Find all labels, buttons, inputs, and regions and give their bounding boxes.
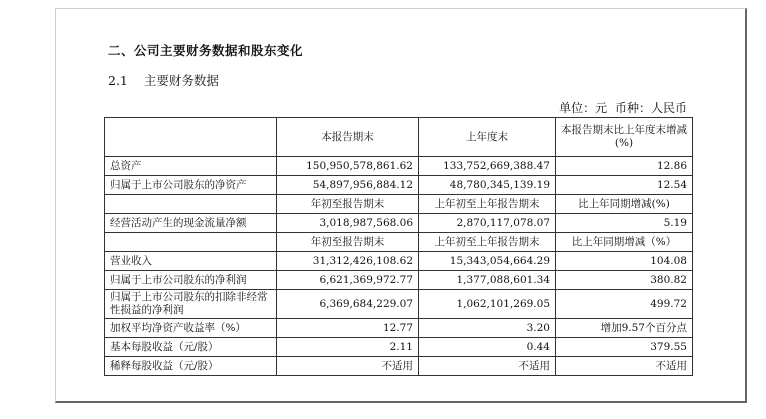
document-page: [55, 8, 747, 403]
table-cell: 12.77: [277, 319, 419, 338]
table-cell: 3,018,987,568.06: [277, 214, 419, 233]
subheader-cell: 年初至报告期末: [277, 233, 419, 252]
table-header-row: [105, 118, 693, 157]
row-label: 经营活动产生的现金流量净额: [105, 214, 277, 233]
table-cell: 5.19: [556, 214, 693, 233]
table-row: [105, 319, 693, 338]
unit-label: 单位：元: [559, 101, 608, 115]
currency-label: 币种：人民币: [614, 101, 687, 115]
unit-line: [555, 99, 687, 116]
table-row: [105, 176, 693, 195]
row-label: [105, 195, 277, 214]
table-cell: 1,377,088,601.34: [419, 271, 556, 290]
row-label: 归属于上市公司股东的净利润: [105, 271, 277, 290]
table-cell: 增加9.57个百分点: [556, 319, 693, 338]
table-cell: 不适用: [277, 357, 419, 376]
table-cell: 12.54: [556, 176, 693, 195]
table-cell: 2,870,117,078.07: [419, 214, 556, 233]
row-label: 归属于上市公司股东的扣除非经常性损益的净利润: [105, 290, 277, 319]
subsection-number: 2.1: [108, 73, 128, 88]
row-label: 营业收入: [105, 252, 277, 271]
table-row: [105, 338, 693, 357]
table-cell: 48,780,345,139.19: [419, 176, 556, 195]
table-cell: 6,621,369,972.77: [277, 271, 419, 290]
subsection-label: 主要财务数据: [143, 73, 219, 88]
section-title: 二、公司主要财务数据和股东变化: [108, 43, 304, 58]
table-row: [105, 271, 693, 290]
table-row: [105, 252, 693, 271]
table-cell: 6,369,684,229.07: [277, 290, 419, 319]
row-label: 基本每股收益（元/股）: [105, 338, 277, 357]
table-cell: 54,897,956,884.12: [277, 176, 419, 195]
header-cell-empty: [105, 118, 277, 157]
row-label: 归属于上市公司股东的净资产: [105, 176, 277, 195]
subheader-cell: 比上年同期增减(%): [556, 195, 693, 214]
row-label: 总资产: [105, 157, 277, 176]
row-label: 加权平均净资产收益率（%）: [105, 319, 277, 338]
table-cell: 15,343,054,664.29: [419, 252, 556, 271]
table-subheader-row: [105, 195, 693, 214]
table-cell: 380.82: [556, 271, 693, 290]
subheader-cell: 上年初至上年报告期末: [419, 195, 556, 214]
header-cell-prior-year-end: 上年度末: [419, 118, 556, 157]
header-cell-change-pct: 本报告期末比上年度末增减(%): [556, 118, 693, 157]
table-cell: 0.44: [419, 338, 556, 357]
table-subheader-row: [105, 233, 693, 252]
subheader-cell: 年初至报告期末: [277, 195, 419, 214]
table-cell: 2.11: [277, 338, 419, 357]
subsection-title: [108, 71, 219, 89]
subheader-cell: 比上年同期增减（%）: [556, 233, 693, 252]
table-cell: 379.55: [556, 338, 693, 357]
row-label: [105, 233, 277, 252]
table-cell: 12.86: [556, 157, 693, 176]
table-row: [105, 357, 693, 376]
table-row: [105, 290, 693, 319]
subheader-cell: 上年初至上年报告期末: [419, 233, 556, 252]
table-cell: 不适用: [556, 357, 693, 376]
table-cell: 3.20: [419, 319, 556, 338]
row-label: 稀释每股收益（元/股）: [105, 357, 277, 376]
table-cell: 1,062,101,269.05: [419, 290, 556, 319]
table-cell: 150,950,578,861.62: [277, 157, 419, 176]
table-cell: 不适用: [419, 357, 556, 376]
financial-data-table: [104, 117, 693, 376]
header-cell-current-period-end: 本报告期末: [277, 118, 419, 157]
table-cell: 499.72: [556, 290, 693, 319]
table-row: [105, 157, 693, 176]
table-cell: 104.08: [556, 252, 693, 271]
table-row: [105, 214, 693, 233]
table-cell: 133,752,669,388.47: [419, 157, 556, 176]
table-cell: 31,312,426,108.62: [277, 252, 419, 271]
